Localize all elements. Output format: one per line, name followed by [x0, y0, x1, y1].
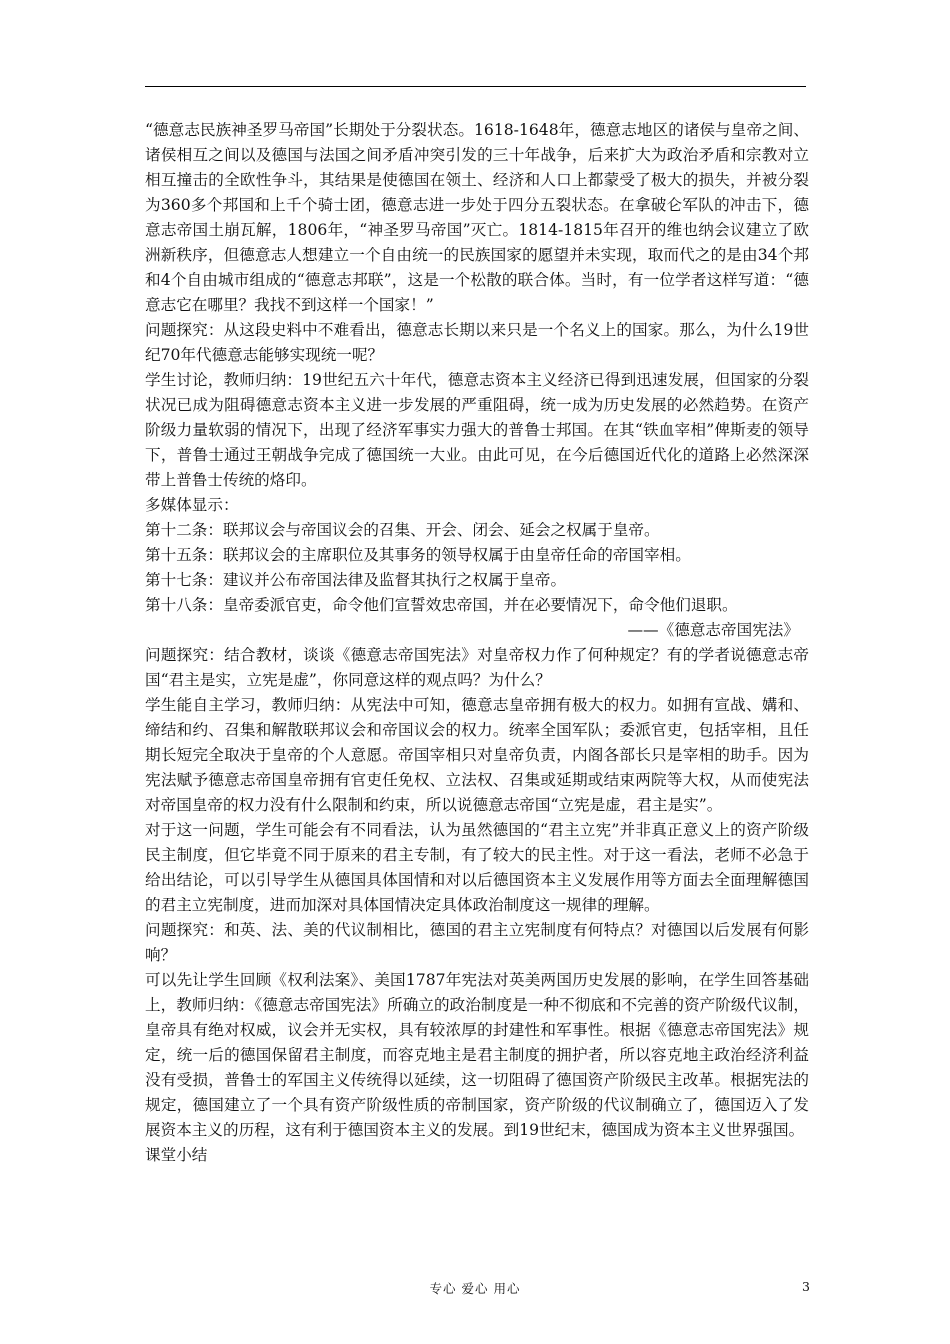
paragraph-multimedia-label: 多媒体显示： [145, 496, 239, 514]
paragraph-teacher-summary-constitution: 学生能自主学习，教师归纳：从宪法中可知，德意志皇帝拥有极大的权力。如拥有宣战、媾和、缔结和约、召集和解散联邦议会和帝国议会的权力。统率全国军队；委派官吏，包括宰相，且任期长短完全取决于皇帝的个人意愿。帝国宰相只对皇帝负责，内阁各部长只是宰相的助手。因为宪法赋予德意志帝国皇帝拥有官吏任免权、立法权、召集或延期或结束两院等大权，从而使宪法对帝国皇帝的权力没有什么限制和约束，所以说德意志帝国“立宪是虚，君主是实”。 [145, 696, 809, 814]
document-body [145, 118, 809, 1168]
article-17: 第十七条：建议并公布帝国法律及监督其执行之权属于皇帝。 [145, 571, 567, 589]
paragraph-class-summary-heading: 课堂小结 [145, 1146, 208, 1164]
page-number: 3 [802, 1279, 810, 1294]
paragraph-question-constitution: 问题探究：结合教材，谈谈《德意志帝国宪法》对皇帝权力作了何种规定？有的学者说德意志帝国“君主是实，立宪是虚”，你同意这样的观点吗？为什么？ [145, 646, 809, 689]
paragraph-history-intro: “德意志民族神圣罗马帝国”长期处于分裂状态。1618-1648年，德意志地区的诸侯与皇帝之间、诸侯相互之间以及德国与法国之间矛盾冲突引发的三十年战争，后来扩大为政治矛盾和宗教对立相互撞击的全欧性争斗，其结果是使德国在领土、经济和人口上都蒙受了极大的损失，并被分裂为360多个邦国和上千个骑士团，德意志进一步处于四分五裂状态。在拿破仑军队的冲击下，德意志帝国土崩瓦解，1806年，“神圣罗马帝国”灭亡。1814-1815年召开的维也纳会议建立了欧洲新秩序，但德意志人想建立一个自由统一的民族国家的愿望并未实现，取而代之的是由34个邦和4个自由城市组成的“德意志邦联”，这是一个松散的联合体。当时，有一位学者这样写道：“德意志它在哪里？我找不到这样一个国家！” [145, 121, 809, 314]
article-15: 第十五条：联邦议会的主席职位及其事务的领导权属于由皇帝任命的帝国宰相。 [145, 546, 691, 564]
header-rule [145, 86, 806, 87]
paragraph-question-comparison: 问题探究：和英、法、美的代议制相比，德国的君主立宪制度有何特点？对德国以后发展有何影响？ [145, 921, 809, 964]
paragraph-question-unification: 问题探究：从这段史料中不难看出，德意志长期以来只是一个名义上的国家。那么，为什么19世纪70年代德意志能够实现统一呢？ [145, 321, 809, 364]
article-18: 第十八条：皇帝委派官吏，命令他们宣誓效忠帝国，并在必要情况下，命令他们退职。 [145, 596, 738, 614]
paragraph-discussion-note: 对于这一问题，学生可能会有不同看法，认为虽然德国的“君主立宪”并非真正意义上的资产阶级民主制度，但它毕竟不同于原来的君主专制，有了较大的民主性。对于这一看法，老师不必急于给出结论，可以引导学生从德国具体国情和对以后德国资本主义发展作用等方面去全面理解德国的君主立宪制度，进而加深对具体国情决定具体政治制度这一规律的理解。 [145, 821, 809, 914]
source-citation: ——《德意志帝国宪法》 [627, 621, 799, 639]
footer-motto: 专心 爱心 用心 [429, 1281, 521, 1296]
article-12: 第十二条：联邦议会与帝国议会的召集、开会、闭会、延会之权属于皇帝。 [145, 521, 660, 539]
paragraph-teacher-summary-comparison: 可以先让学生回顾《权利法案》、美国1787年宪法对英美两国历史发展的影响，在学生回答基础上，教师归纳：《德意志帝国宪法》所确立的政治制度是一种不彻底和不完善的资产阶级代议制，皇帝具有绝对权威，议会并无实权，具有较浓厚的封建性和军事性。根据《德意志帝国宪法》规定，统一后的德国保留君主制度，而容克地主是君主制度的拥护者，所以容克地主政治经济利益没有受损，普鲁士的军国主义传统得以延续，这一切阻碍了德国资产阶级民主改革。根据宪法的规定，德国建立了一个具有资产阶级性质的帝制国家，资产阶级的代议制确立了，德国迈入了发展资本主义的历程，这有利于德国资本主义的发展。到19世纪末，德国成为资本主义世界强国。 [145, 971, 809, 1139]
paragraph-teacher-summary-unification: 学生讨论，教师归纳：19世纪五六十年代，德意志资本主义经济已得到迅速发展，但国家的分裂状况已成为阻碍德意志资本主义进一步发展的严重阻碍，统一成为历史发展的必然趋势。在资产阶级力量软弱的情况下，出现了经济军事实力强大的普鲁士邦国。在其“铁血宰相”俾斯麦的领导下，普鲁士通过王朝战争完成了德国统一大业。由此可见，在今后德国近代化的道路上必然深深带上普鲁士传统的烙印。 [145, 371, 809, 489]
